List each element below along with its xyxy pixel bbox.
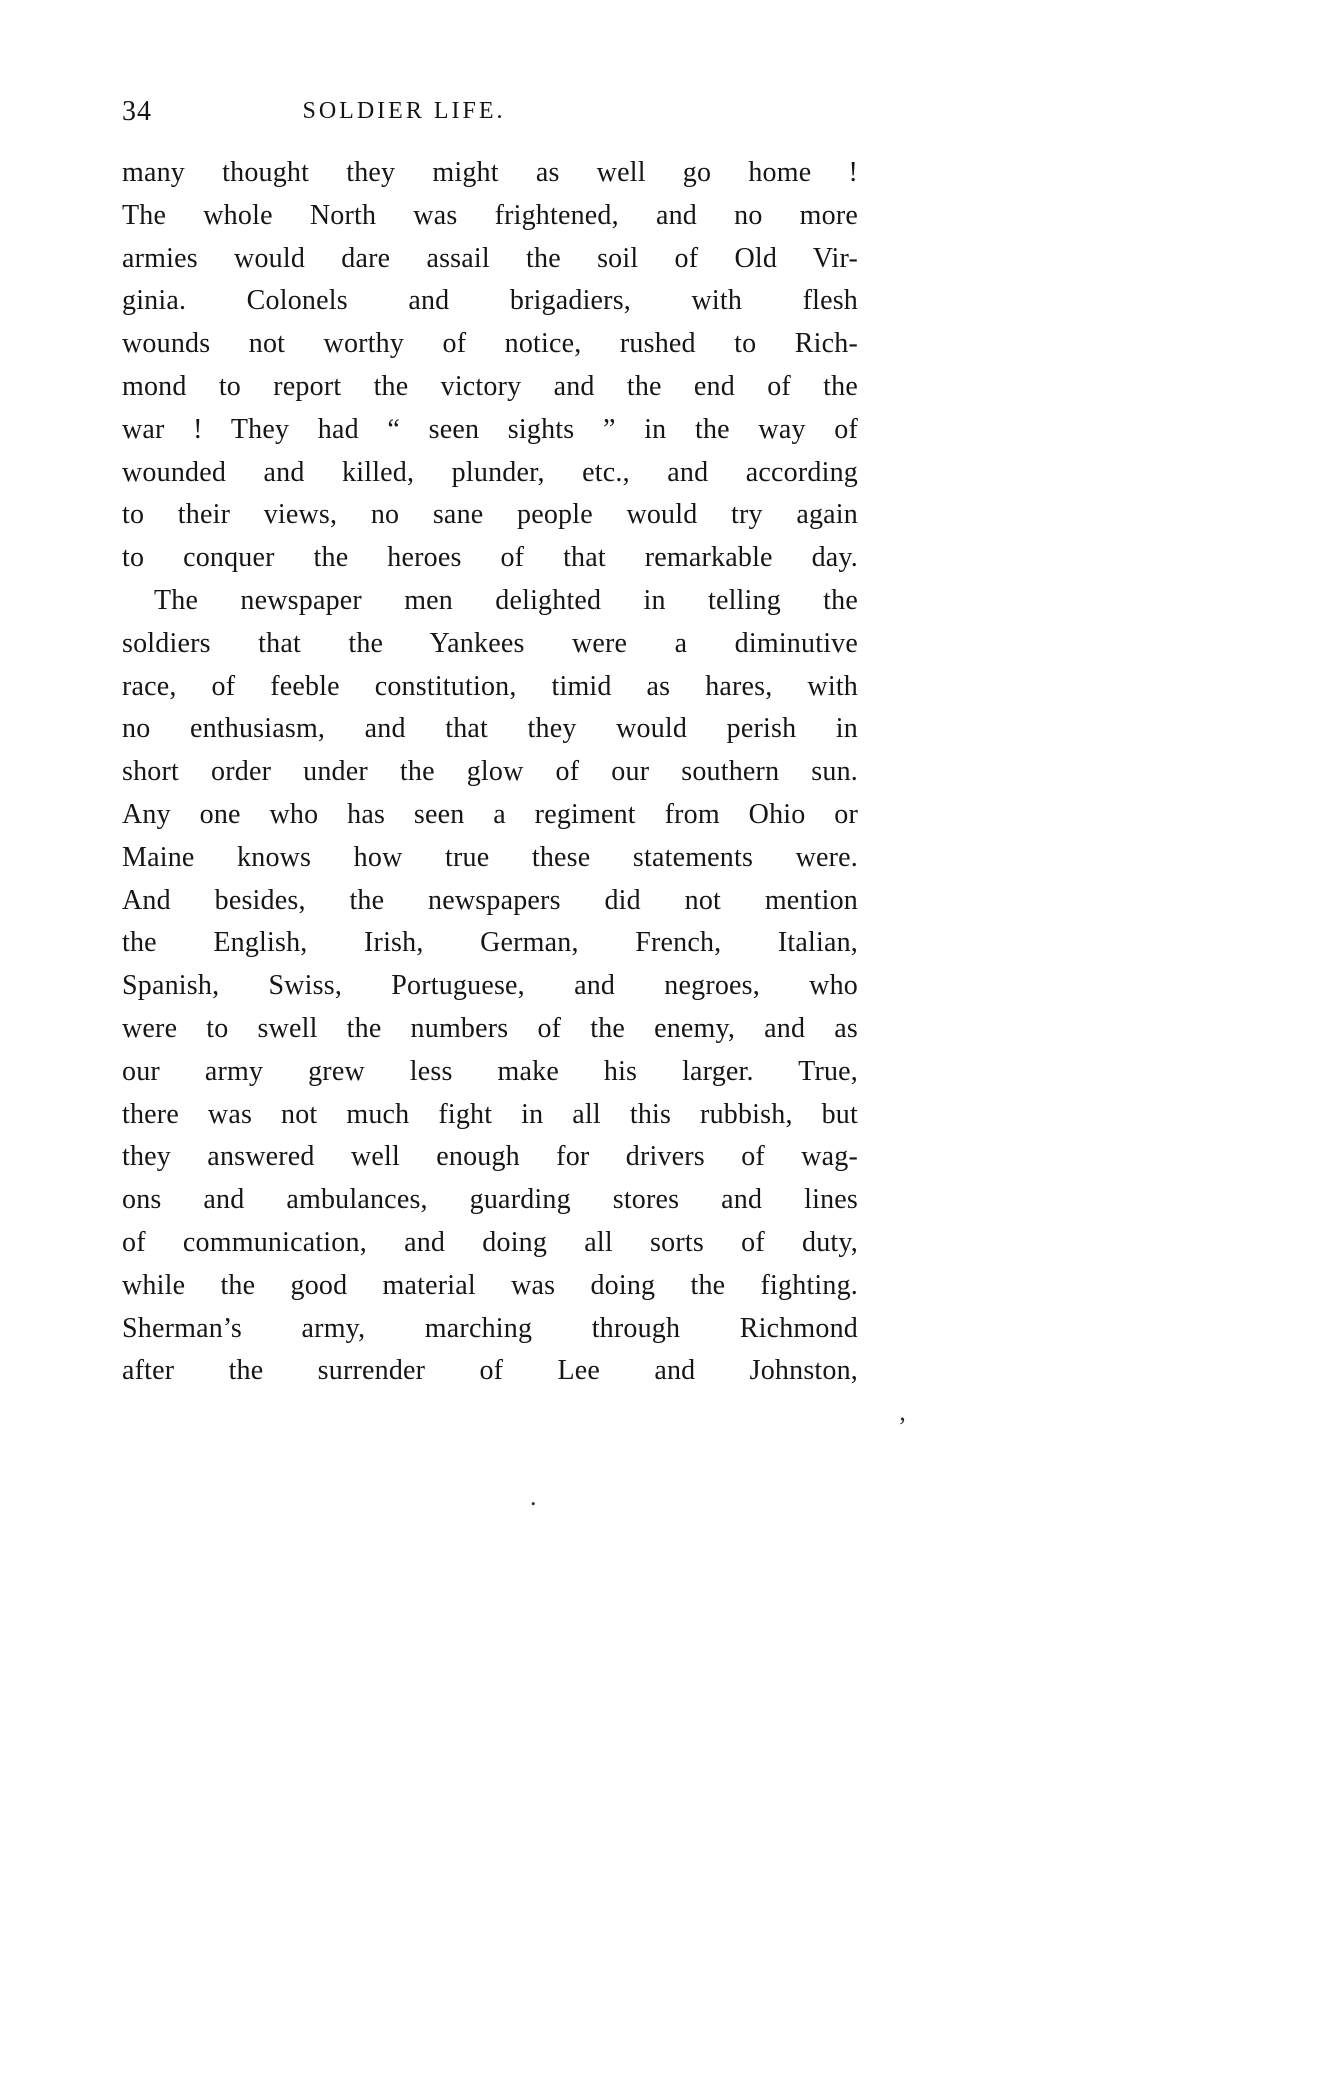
- text-line: Maine knows how true these statements were.: [122, 841, 858, 873]
- text-line: the English, Irish, German, French, Italian,: [122, 927, 858, 959]
- text-line: they answered well enough for drivers of wag-: [122, 1141, 858, 1173]
- body-text: [122, 152, 858, 1393]
- text-line: ons and ambulances, guarding stores and lines: [122, 1184, 858, 1216]
- text-line: to conquer the heroes of that remarkable day.: [122, 542, 858, 574]
- text-line: And besides, the newspapers did not mention: [122, 884, 858, 916]
- text-line: there was not much fight in all this rubbish, but: [122, 1098, 858, 1130]
- text-line: soldiers that the Yankees were a diminutive: [122, 627, 858, 659]
- text-line: ginia. Colonels and brigadiers, with flesh: [122, 285, 858, 317]
- text-line: armies would dare assail the soil of Old Vir-: [122, 242, 858, 274]
- text-line: The whole North was frightened, and no more: [122, 199, 858, 231]
- scan-artifact-mark: ’: [898, 1412, 907, 1441]
- text-line: while the good material was doing the fighting.: [122, 1269, 858, 1301]
- text-line: race, of feeble constitution, timid as hares, with: [122, 670, 858, 702]
- running-title: SOLDIER LIFE.: [302, 98, 506, 124]
- text-line: Sherman’s army, marching through Richmond: [122, 1312, 858, 1344]
- text-line: war ! They had “ seen sights ” in the way of: [122, 413, 858, 445]
- text-line: our army grew less make his larger. True,: [122, 1055, 858, 1087]
- text-line: short order under the glow of our southern sun.: [122, 756, 858, 788]
- text-line: Any one who has seen a regiment from Ohio or: [122, 798, 858, 830]
- text-line-paragraph-start: The newspaper men delighted in telling the: [154, 584, 858, 616]
- scan-artifact-dot: .: [530, 1482, 537, 1511]
- text-line: after the surrender of Lee and Johnston,: [122, 1355, 858, 1387]
- text-line: to their views, no sane people would try again: [122, 499, 858, 531]
- text-line: no enthusiasm, and that they would perish in: [122, 713, 858, 745]
- page-number: 34: [122, 96, 152, 127]
- text-line: of communication, and doing all sorts of duty,: [122, 1226, 858, 1258]
- text-line: were to swell the numbers of the enemy, and as: [122, 1012, 858, 1044]
- page-header: [122, 96, 858, 136]
- text-line: many thought they might as well go home !: [122, 157, 858, 188]
- text-line: wounded and killed, plunder, etc., and according: [122, 456, 858, 488]
- text-line: Spanish, Swiss, Portuguese, and negroes, who: [122, 970, 858, 1002]
- text-line: wounds not worthy of notice, rushed to Rich-: [122, 328, 858, 360]
- text-line: mond to report the victory and the end of the: [122, 370, 858, 402]
